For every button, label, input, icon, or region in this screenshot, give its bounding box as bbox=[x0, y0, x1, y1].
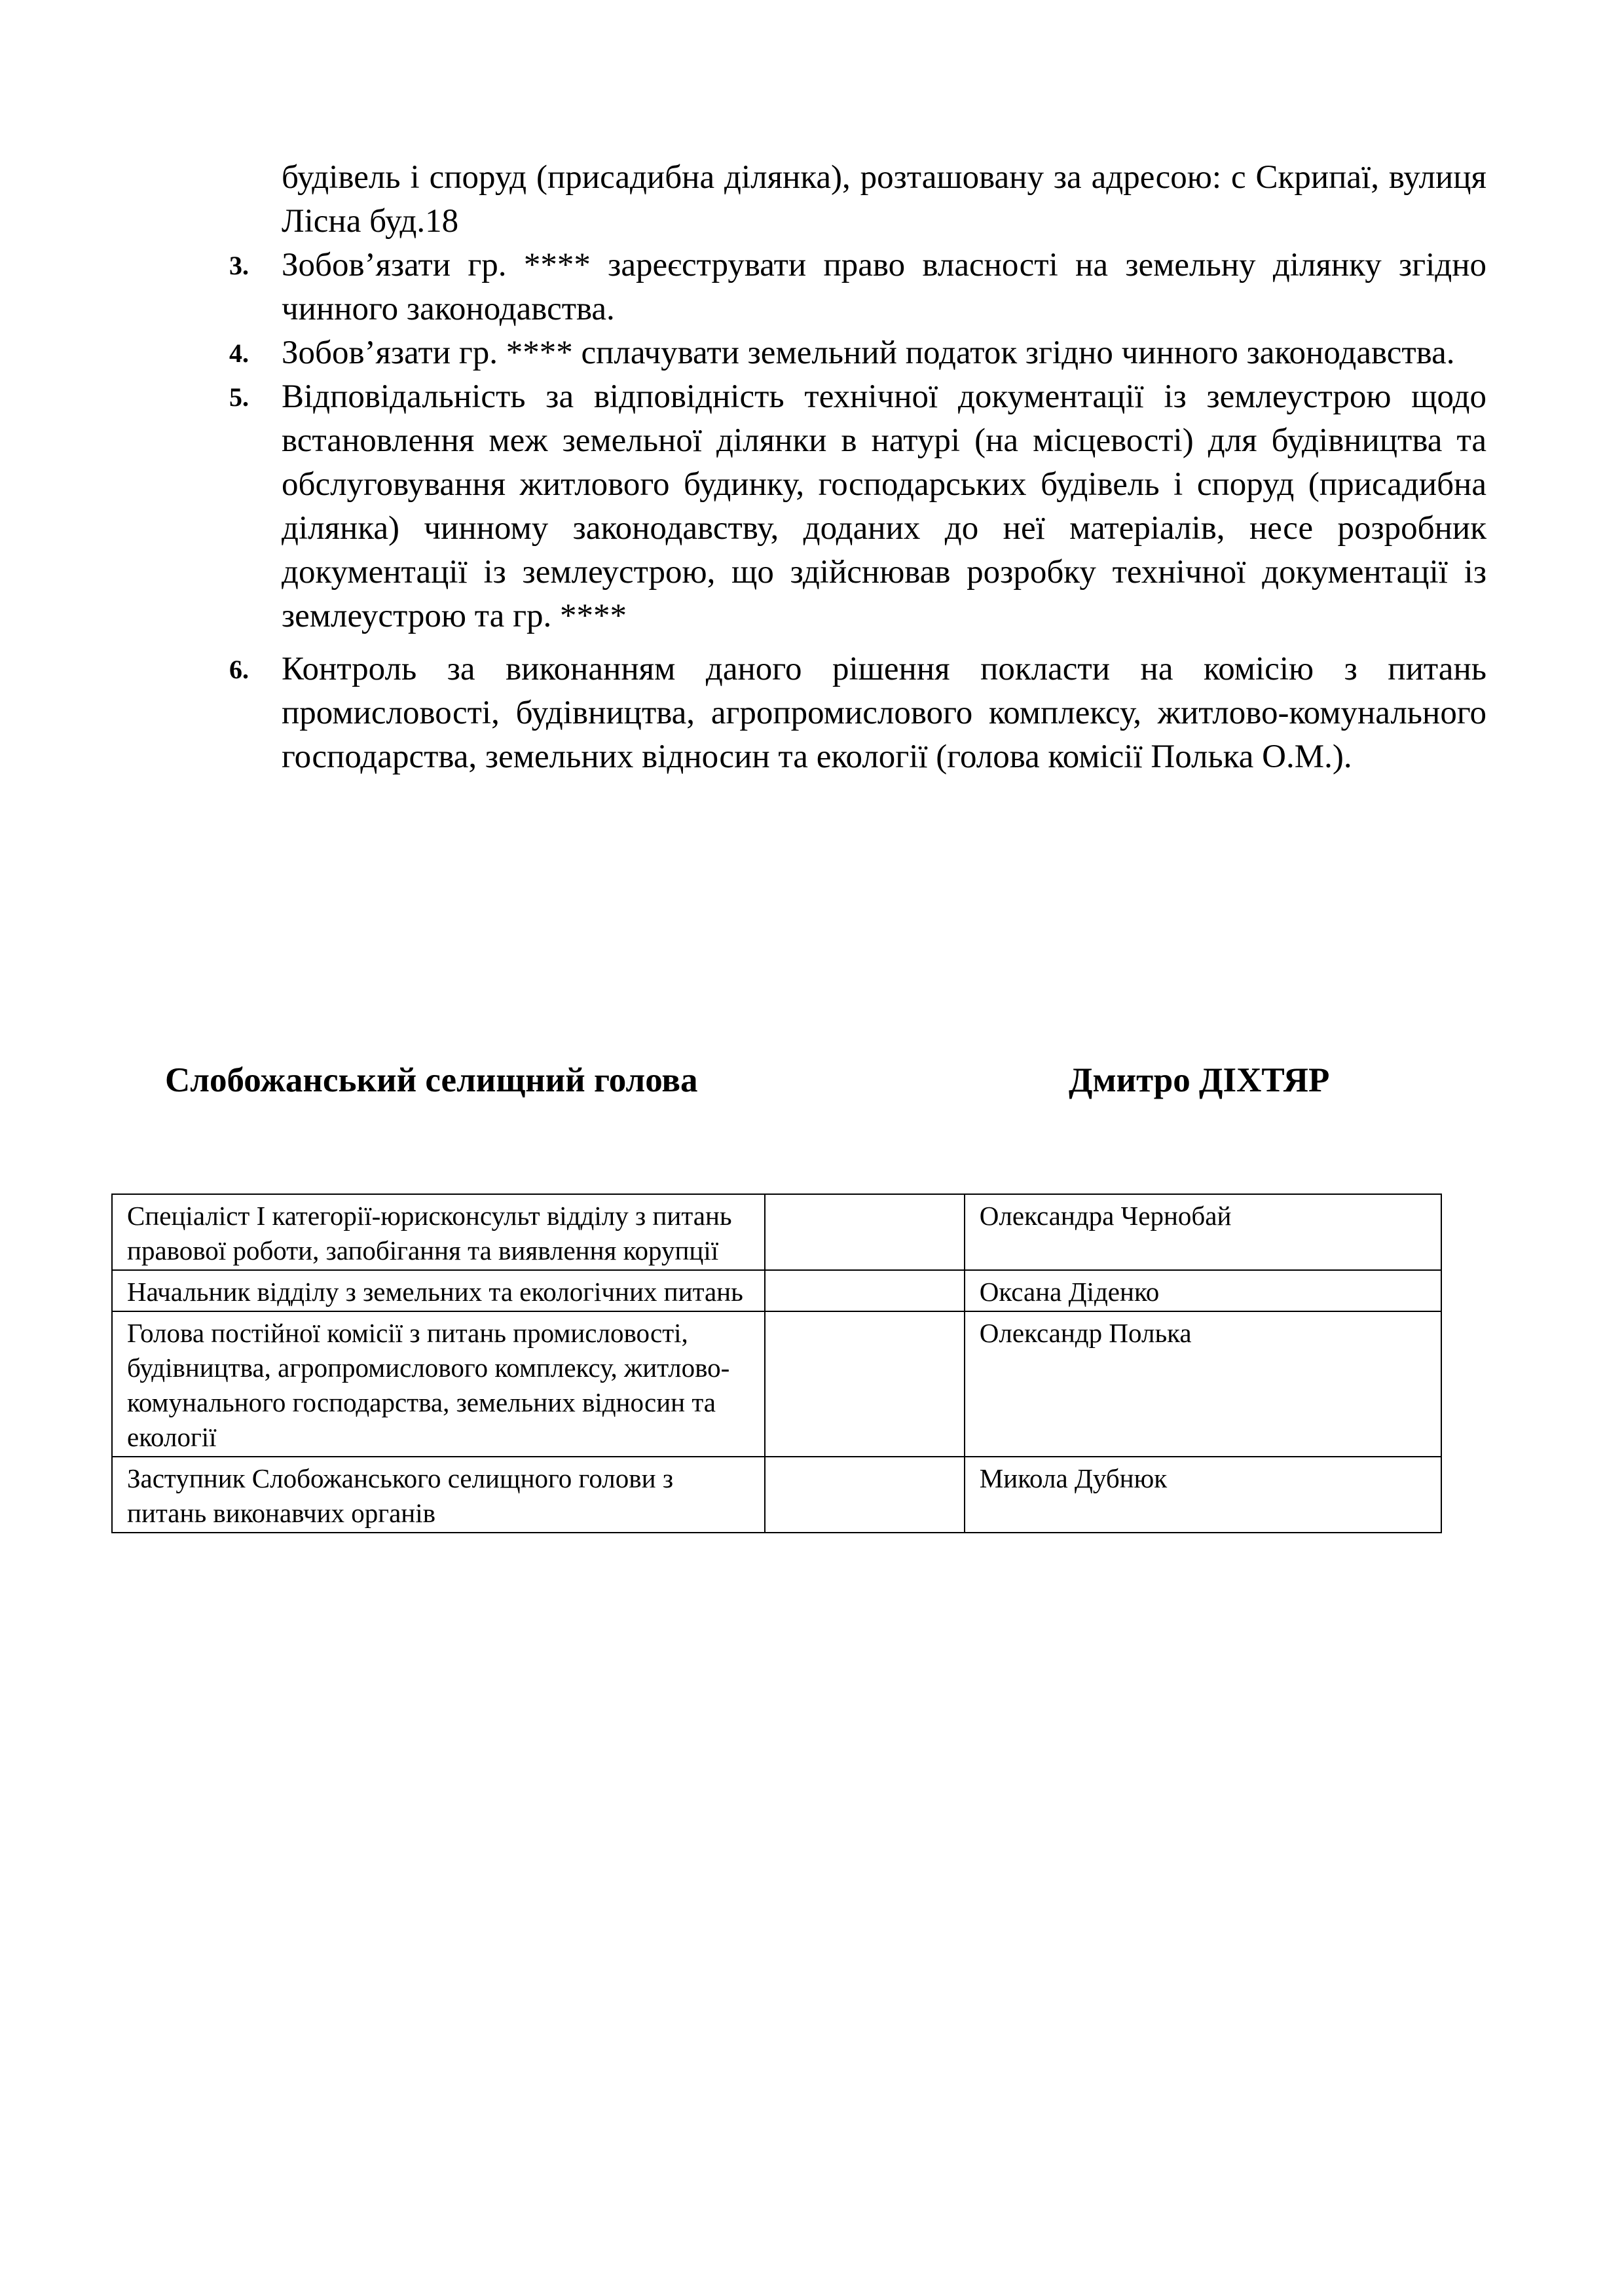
name-cell: Микола Дубнюк bbox=[965, 1457, 1441, 1533]
position-cell: Спеціаліст І категорії-юрисконсульт відділу з питань правової роботи, запобігання та виявлення корупції bbox=[112, 1194, 765, 1270]
position-cell: Заступник Слобожанського селищного голови з питань виконавчих органів bbox=[112, 1457, 765, 1533]
item-number: 5. bbox=[229, 382, 249, 412]
table-row bbox=[112, 1194, 1441, 1270]
continuation-paragraph: будівель і споруд (присадибна ділянка), розташовану за адресою: с Скрипаї, вулиця Лісна буд.18 bbox=[282, 159, 1486, 240]
table-row bbox=[112, 1457, 1441, 1533]
approval-table bbox=[111, 1194, 1442, 1533]
item-number: 3. bbox=[229, 251, 249, 280]
table-row bbox=[112, 1311, 1441, 1457]
position-cell: Начальник відділу з земельних та екологічних питань bbox=[112, 1270, 765, 1311]
signature-cell bbox=[765, 1457, 964, 1533]
item-number: 4. bbox=[229, 338, 249, 368]
name-cell: Олександр Полька bbox=[965, 1311, 1441, 1457]
position-cell: Голова постійної комісії з питань промисловості, будівництва, агропромислового комплексу, житлово-комунального господарства, земельних відносин та екології bbox=[112, 1311, 765, 1457]
item-text: Зобов’язати гр. **** сплачувати земельний податок згідно чинного законодавства. bbox=[282, 335, 1455, 371]
signature-cell bbox=[765, 1194, 964, 1270]
decision-item-5 bbox=[216, 375, 1486, 638]
signature-block bbox=[165, 1061, 1370, 1106]
item-text: Зобов’язати гр. **** зареєструвати право власності на земельну ділянку згідно чинного законодавства. bbox=[282, 247, 1486, 327]
signatory-name: Дмитро ДІХТЯР bbox=[1069, 1061, 1330, 1099]
decision-body bbox=[216, 156, 1486, 779]
signature-cell bbox=[765, 1311, 964, 1457]
table-row bbox=[112, 1270, 1441, 1311]
item-number: 6. bbox=[229, 655, 249, 684]
name-cell: Олександра Чернобай bbox=[965, 1194, 1441, 1270]
item-text: Відповідальність за відповідність технічної документації із землеустрою щодо встановлення меж земельної ділянки в натурі (на місцевості) для будівництва та обслуговування житлового будинку, господарських будівель і споруд (присадибна ділянка) чинному законодавству, доданих до неї матеріалів, несе розробник документації із землеустрою, що здійснював розробку технічної документації із землеустрою та гр. **** bbox=[282, 378, 1486, 634]
item-text: Контроль за виконанням даного рішення покласти на комісію з питань промисловості, будівництва, агропромислового комплексу, житлово-комунального господарства, земельних відносин та екології (голова комісії Полька О.М.). bbox=[282, 651, 1486, 775]
name-cell: Оксана Діденко bbox=[965, 1270, 1441, 1311]
decision-item-3 bbox=[216, 244, 1486, 331]
decision-item-6 bbox=[216, 647, 1486, 779]
signature-cell bbox=[765, 1270, 964, 1311]
signatory-title: Слобожанський селищний голова bbox=[165, 1061, 698, 1099]
decision-item-4 bbox=[216, 331, 1486, 375]
